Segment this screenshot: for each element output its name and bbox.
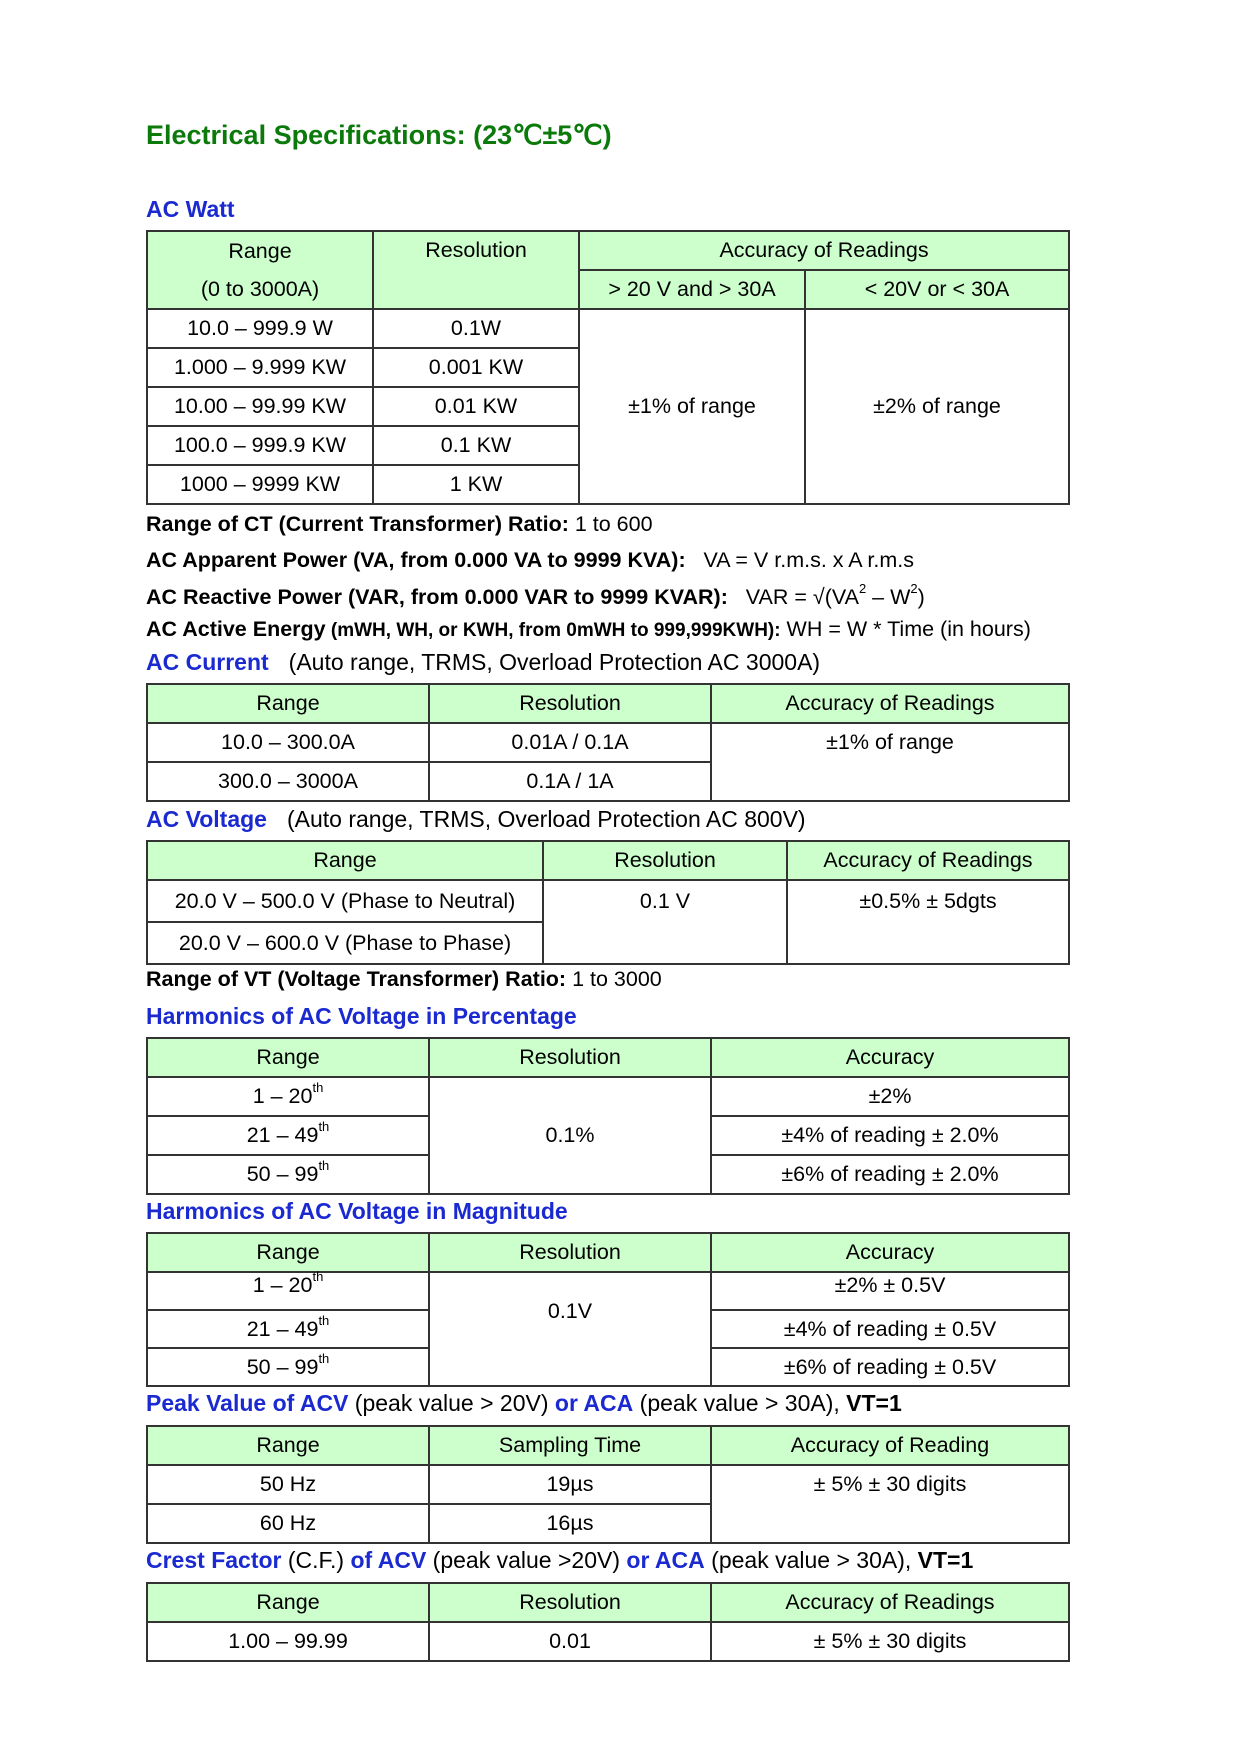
accuracy-cell: ±4% of reading ± 0.5V	[711, 1310, 1069, 1348]
harmonics-percentage-heading: Harmonics of AC Voltage in Percentage	[146, 1003, 577, 1029]
header-resolution: Resolution	[429, 1583, 711, 1622]
reactive-formula-c: – W	[866, 585, 911, 609]
header-resolution: Resolution	[429, 1233, 711, 1272]
crest-abbrev: (C.F.)	[281, 1547, 351, 1573]
header-range: Range	[147, 1038, 429, 1077]
ct-ratio-label: Range of CT (Current Transformer) Ratio:	[146, 512, 569, 536]
range-cell: 20.0 V – 600.0 V (Phase to Phase)	[147, 922, 543, 964]
range-cell	[147, 1269, 429, 1310]
resolution-cell: 1 KW	[373, 465, 579, 504]
header-accuracy: Accuracy of Readings	[787, 841, 1069, 880]
accuracy-high-cell: ±1% of range	[579, 309, 805, 504]
ordinal-suffix: th	[318, 1350, 330, 1366]
peak-value-heading	[146, 1390, 902, 1417]
vt-ratio-label: Range of VT (Voltage Transformer) Ratio:	[146, 967, 567, 991]
peak-condition-a: (peak value > 30A),	[633, 1390, 847, 1416]
crest-title: Crest Factor	[146, 1547, 282, 1573]
crest-acv: of ACV	[350, 1547, 427, 1573]
ac-voltage-note: (Auto range, TRMS, Overload Protection AC 800V)	[286, 806, 806, 832]
vt-ratio-value: 1 to 3000	[566, 967, 662, 991]
peak-title: Peak Value of ACV	[146, 1390, 349, 1416]
header-range: Range	[147, 231, 373, 270]
crest-aca: or ACA	[626, 1547, 705, 1573]
header-accuracy: Accuracy of Reading	[711, 1426, 1069, 1465]
ac-voltage-table	[146, 840, 1070, 965]
accuracy-cell: ±6% of reading ± 0.5V	[711, 1348, 1069, 1386]
header-accuracy-high: > 20 V and > 30A	[579, 270, 805, 309]
accuracy-low-cell: ±2% of range	[805, 309, 1069, 504]
header-accuracy: Accuracy	[711, 1038, 1069, 1077]
vt-ratio-line	[146, 967, 662, 992]
resolution-cell: 0.1 V	[543, 880, 787, 964]
reactive-power-label: AC Reactive Power (VAR, from 0.000 VAR to 9999 KVAR):	[146, 585, 728, 609]
resolution-cell: 0.1V	[429, 1272, 711, 1386]
accuracy-cell: ± 5% ± 30 digits	[711, 1622, 1069, 1661]
range-cell	[147, 1077, 429, 1116]
range-cell: 10.0 – 999.9 W	[147, 309, 373, 348]
accuracy-cell: ±6% of reading ± 2.0%	[711, 1155, 1069, 1194]
range-cell	[147, 1310, 429, 1348]
active-energy-line	[146, 617, 1031, 642]
ordinal-suffix: th	[312, 1269, 324, 1284]
ac-watt-heading: AC Watt	[146, 196, 235, 222]
range-cell: 300.0 – 3000A	[147, 762, 429, 801]
range-text: 21 – 49	[246, 1316, 319, 1341]
range-cell: 10.00 – 99.99 KW	[147, 387, 373, 426]
sampling-cell: 16µs	[429, 1504, 711, 1543]
sampling-cell: 19µs	[429, 1465, 711, 1504]
crest-factor-table	[146, 1582, 1070, 1662]
range-cell: 100.0 – 999.9 KW	[147, 426, 373, 465]
resolution-cell: 0.1W	[373, 309, 579, 348]
crest-factor-heading	[146, 1547, 973, 1574]
header-range-sub: (0 to 3000A)	[147, 270, 373, 309]
peak-title-aca: or ACA	[554, 1390, 634, 1416]
accuracy-cell: ±4% of reading ± 2.0%	[711, 1116, 1069, 1155]
harmonics-magnitude-table	[146, 1232, 1070, 1387]
peak-vt: VT=1	[846, 1390, 902, 1416]
harmonics-percentage-table	[146, 1037, 1070, 1195]
peak-value-table	[146, 1425, 1070, 1544]
resolution-cell: 0.01	[429, 1622, 711, 1661]
range-text: 21 – 49	[246, 1123, 319, 1147]
resolution-cell: 0.01 KW	[373, 387, 579, 426]
ordinal-suffix: th	[318, 1158, 330, 1173]
apparent-power-formula: VA = V r.m.s. x A r.m.s	[703, 548, 915, 572]
header-resolution: Resolution	[429, 1038, 711, 1077]
reactive-formula-d: )	[917, 585, 925, 609]
resolution-cell: 0.1%	[429, 1077, 711, 1194]
resolution-cell: 0.1A / 1A	[429, 762, 711, 801]
resolution-cell: 0.1 KW	[373, 426, 579, 465]
ac-watt-table	[146, 230, 1070, 505]
header-resolution: Resolution	[543, 841, 787, 880]
active-energy-range: (mWH, WH, or KWH, from 0mWH to 999,999KWH):	[325, 620, 781, 641]
apparent-power-line	[146, 548, 914, 573]
active-energy-label: AC Active Energy	[146, 617, 326, 641]
superscript: 2	[858, 581, 867, 596]
range-cell: 1.00 – 99.99	[147, 1622, 429, 1661]
accuracy-cell: ± 5% ± 30 digits	[711, 1465, 1069, 1543]
header-accuracy: Accuracy of Readings	[579, 231, 1069, 270]
range-text: 1 – 20	[252, 1273, 313, 1297]
header-range: Range	[147, 1583, 429, 1622]
header-resolution: Resolution	[429, 684, 711, 723]
ct-ratio-value: 1 to 600	[568, 512, 653, 536]
range-text: 1 – 20	[252, 1084, 313, 1108]
header-range: Range	[147, 1426, 429, 1465]
header-accuracy-low: < 20V or < 30A	[805, 270, 1069, 309]
range-cell	[147, 1116, 429, 1155]
range-cell: 50 Hz	[147, 1465, 429, 1504]
ac-voltage-heading	[146, 806, 806, 833]
range-cell	[147, 1348, 429, 1386]
ordinal-suffix: th	[318, 1312, 330, 1328]
ac-current-title: AC Current	[146, 649, 269, 675]
accuracy-cell: ±1% of range	[711, 723, 1069, 801]
range-cell: 1.000 – 9.999 KW	[147, 348, 373, 387]
accuracy-cell: ±0.5% ± 5dgts	[787, 880, 1069, 964]
ct-ratio-line	[146, 512, 653, 537]
header-resolution: Resolution	[373, 231, 579, 309]
active-energy-formula: WH = W * Time (in hours)	[780, 617, 1031, 641]
ordinal-suffix: th	[312, 1080, 324, 1095]
range-text: 50 – 99	[246, 1162, 319, 1186]
reactive-formula-a: VAR =	[745, 585, 813, 609]
range-text: 50 – 99	[246, 1354, 319, 1379]
header-accuracy: Accuracy of Readings	[711, 1583, 1069, 1622]
header-sampling-time: Sampling Time	[429, 1426, 711, 1465]
range-cell: 1000 – 9999 KW	[147, 465, 373, 504]
reactive-power-line	[146, 581, 925, 610]
header-accuracy: Accuracy	[711, 1233, 1069, 1272]
superscript: 2	[910, 581, 918, 596]
header-range: Range	[147, 841, 543, 880]
accuracy-cell: ±2% ± 0.5V	[711, 1272, 1069, 1310]
range-cell: 60 Hz	[147, 1504, 429, 1543]
header-range: Range	[147, 1233, 429, 1272]
resolution-cell: 0.01A / 0.1A	[429, 723, 711, 762]
crest-condition-a: (peak value > 30A),	[704, 1547, 918, 1573]
accuracy-cell: ±2%	[711, 1077, 1069, 1116]
header-accuracy: Accuracy of Readings	[711, 684, 1069, 723]
crest-condition-v: (peak value >20V)	[426, 1547, 627, 1573]
crest-vt: VT=1	[917, 1547, 974, 1573]
sqrt-icon: √	[812, 585, 825, 609]
range-cell: 20.0 V – 500.0 V (Phase to Neutral)	[147, 880, 543, 922]
header-range: Range	[147, 684, 429, 723]
range-cell: 10.0 – 300.0A	[147, 723, 429, 762]
peak-condition-v: (peak value > 20V)	[348, 1390, 555, 1416]
ac-current-table	[146, 683, 1070, 802]
ac-current-heading	[146, 649, 820, 676]
harmonics-magnitude-heading: Harmonics of AC Voltage in Magnitude	[146, 1198, 568, 1224]
reactive-formula-b: (VA	[824, 585, 859, 609]
resolution-cell: 0.001 KW	[373, 348, 579, 387]
range-cell	[147, 1155, 429, 1194]
ac-current-note: (Auto range, TRMS, Overload Protection AC 3000A)	[288, 649, 821, 675]
page-title: Electrical Specifications: (23℃±5℃)	[146, 120, 612, 150]
ordinal-suffix: th	[318, 1119, 330, 1134]
ac-voltage-title: AC Voltage	[146, 806, 267, 832]
apparent-power-label: AC Apparent Power (VA, from 0.000 VA to 9999 KVA):	[146, 548, 686, 572]
